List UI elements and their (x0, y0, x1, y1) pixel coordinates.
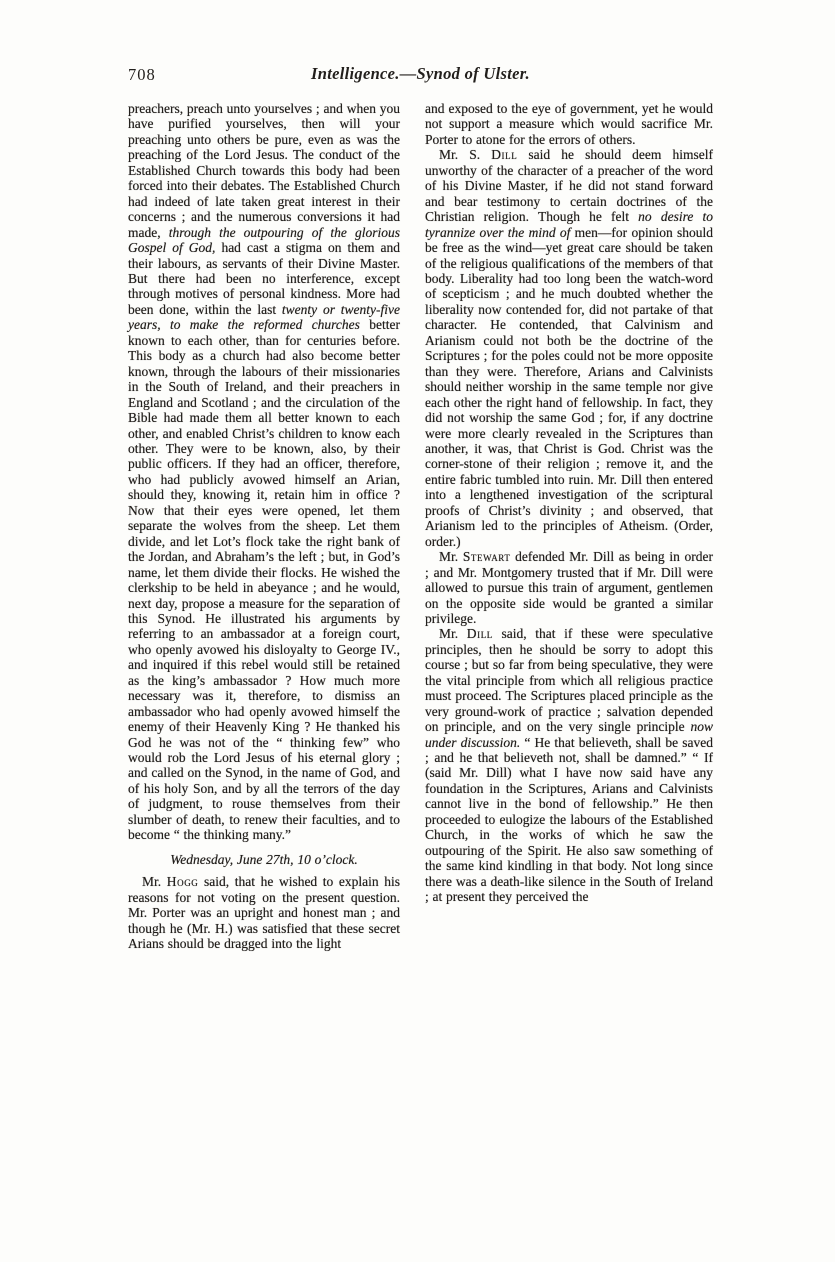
text-run: twenty or twenty-five years, to make the reformed churches (128, 301, 401, 333)
text-run: said he should deem himself unworthy of the character of a preacher of the word of his Divine Master, if he did not stand forward and bear testimony to certain doctrines of the Christian religion. Though he felt (425, 147, 713, 225)
text-run: men—for opinion should be free as the wind—yet great care should be taken of the religious qualifications of the members of that body. Liberality had too long been the watch-word of scepticism ; and he much doubted whether the liberality now contended for, did not partake of that character. He contended, that Calvinism and Arianism could not both be the doctrine of the Scriptures ; for the poles could not be more opposite than they were. Therefore, Arians and Calvinists should neither worship in the same temple nor give each other the right hand of fellowship. In fact, they did not worship the same God ; for, if any doctrine were more clearly revealed in the Scriptures than another, it was, that Christ is God. Christ was the corner-stone of their religion ; remove it, and the entire fabric tumbled into ruin. Mr. Dill then entered into a lengthened investigation of the scriptural proofs of Christ’s divinity ; and observed, that Arianism led to the principles of Atheism. (Order, order.) (425, 224, 713, 549)
text-run: Mr. (439, 626, 467, 642)
paragraph (425, 101, 713, 147)
text-run: said, that if these were speculative principles, then he should be sorry to adopt this course ; but so far from being speculative, they were the vital principle from which all religious practice must proceed. The Scriptures placed principle as the very ground-work of practice ; salvation depended on principle, and on the very single principle (425, 626, 714, 735)
paragraph (425, 147, 713, 549)
text-run: said, that he wished to explain his reasons for not voting on the present question. Mr. Porter was an upright and honest man ; and though he (Mr. H.) was satisfied that these secret Arians should be dragged into the light (128, 874, 400, 952)
text-run: Dill (491, 147, 518, 163)
text-run: better known to each other, than for centuries before. This body as a church had also become better known, through the labours of their missionaries in the South of Ireland, and their preachers in England and Scotland ; and the circulation of the Bible had made them all better known to each other, and enabled Christ’s children to know each other. They were to be known, also, by their public officers. If they had an officer, therefore, who had publicly avowed himself an Arian, should they, knowing it, retain him in office ? Now that their eyes were opened, let them separate the wolves from the sheep. Let them divide, and let Lot’s flock take the right bank of the Jordan, and Abraham’s the left ; but, in God’s name, let them divide their flocks. He wished the clerkship to be held in abeyance ; and he would, next day, propose a measure for the separation of this Synod. He illustrated his arguments by referring to an ambassador at a foreign court, who openly avowed his disloyalty to George IV., and inquired if this rebel would still be retained as the king’s ambassador ? How much more necessary was it, therefore, to dismiss an ambassador who had openly avowed himself the enemy of their Heavenly King ? He thanked his God he was not of the “ thinking few” who would rob the Lord Jesus of his eternal glory ; and called on the Synod, in the name of God, and of his holy Son, and by all the terrors of the day of judgment, to rouse themselves from their slumber of death, to renew their faculties, and to become “ the thinking many.” (128, 317, 400, 843)
paragraph (425, 549, 713, 626)
running-header (128, 64, 713, 88)
text-run: no desire to tyrannize over the mind of (425, 209, 713, 240)
text-columns (128, 101, 713, 951)
text-run: defended Mr. Dill as being in order ; and Mr. Montgomery trusted that if Mr. Dill were allowed to pursue this train of argument, gentlemen on the opposite side would be granted a similar privilege. (425, 549, 714, 626)
text-run: Mr. S. (439, 147, 492, 163)
paragraph (128, 101, 400, 843)
paragraph (128, 874, 400, 951)
column-left (128, 101, 400, 951)
text-run: Mr. (439, 549, 463, 565)
text-run: Dill (466, 626, 493, 642)
running-title: Intelligence.—Synod of Ulster. (311, 64, 530, 83)
text-run: Mr. (142, 874, 167, 890)
text-run: and exposed to the eye of government, yet he would not support a measure which would sacrifice Mr. Porter to atone for the errors of others. (425, 101, 713, 147)
text-run: preachers, preach unto yourselves ; and when you have purified yourselves, then will your preaching unto others be pure, even as was the preaching of the Lord Jesus. The conduct of the Established Church towards this body had been forced into their debates. The Established Church had indeed of late taken great interest in their concerns ; and the numerous conversions it had made, (128, 101, 400, 240)
text-run: through the outpouring of the glorious Gospel of God, (128, 224, 400, 256)
text-run: Hogg (166, 874, 199, 890)
text-run: “ He that believeth, shall be saved ; and he that believeth not, shall be damned.” “ If (said Mr. Dill) what I have now said have any foundation in the Scriptures, Arians and Calvinists cannot live in the bond of fellowship.” He then proceeded to eulogize the labours of the Established Church, in the works of which he saw the outpouring of the Spirit. He also saw something of the same kind kindling in that body. Not long since there was a death-like silence in the South of Ireland ; at present they perceived the (425, 734, 713, 905)
text-run: now under discussion. (425, 719, 713, 750)
session-heading (128, 852, 400, 867)
text-run: Wednesday, June 27th, 10 o’clock. (170, 851, 358, 867)
text-run: Stewart (462, 549, 511, 565)
paragraph (425, 626, 713, 904)
page-number: 708 (128, 65, 156, 84)
column-right (425, 101, 713, 905)
text-run: had cast a stigma on them and their labours, as servants of their Divine Master. But there had been no interference, except through motives of personal kindness. More had been done, within the last (128, 240, 401, 317)
